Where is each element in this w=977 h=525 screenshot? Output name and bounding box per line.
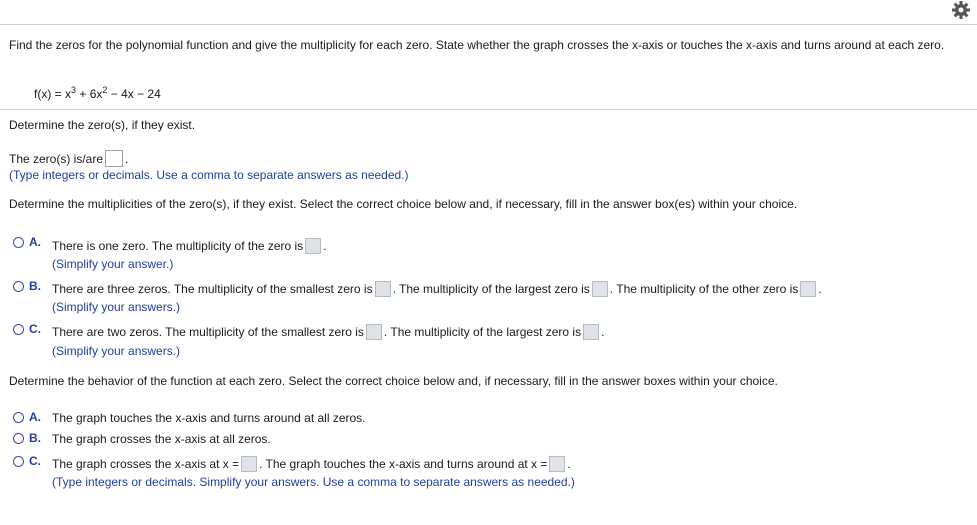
multiplicity-choice-a-radio[interactable]	[13, 237, 24, 248]
choice-letter: B.	[29, 279, 41, 293]
behavior-choice-a-radio[interactable]	[13, 412, 24, 423]
touches-x-input[interactable]	[549, 456, 565, 472]
question-prompt: Find the zeros for the polynomial function and give the multiplicity for each zero. State whether the graph crosses the x-axis or touches the x-axis and turns around at each zero.	[9, 38, 945, 52]
polynomial-function: $f(x) = x^3 + 6x^2 - 4x - 24$	[34, 85, 161, 101]
choice-letter: B.	[29, 431, 41, 445]
gear-icon[interactable]	[951, 0, 971, 20]
multiplicity-choice-c: There are two zeros. The multiplicity of the smallest zero is . The multiplicity of the largest zero is .	[52, 325, 605, 339]
behavior-choice-c-radio[interactable]	[13, 456, 24, 467]
behavior-choice-a: The graph touches the x-axis and turns around at all zeros.	[52, 411, 366, 425]
zeros-answer-row: The zero(s) is/are .	[9, 152, 129, 166]
multiplicity-choice-b: There are three zeros. The multiplicity of the smallest zero is . The multiplicity of the largest zero is . The multiplicity of the other zero is .	[52, 282, 822, 296]
multiplicity-choice-b-radio[interactable]	[13, 281, 24, 292]
behavior-choice-b-radio[interactable]	[13, 433, 24, 444]
choice-c-hint: (Simplify your answers.)	[52, 344, 181, 358]
zeros-answer-label: The zero(s) is/are	[9, 152, 104, 166]
behavior-choice-c: The graph crosses the x-axis at x = . The graph touches the x-axis and turns around at x = .	[52, 457, 571, 471]
zeros-answer-input[interactable]	[105, 150, 123, 167]
multiplicity-choice-c-radio[interactable]	[13, 324, 24, 335]
choice-letter: C.	[29, 454, 41, 468]
choice-a-hint: (Simplify your answer.)	[52, 257, 174, 271]
choice-c-hint: (Type integers or decimals. Simplify your answers. Use a comma to separate answers as needed.)	[52, 475, 575, 489]
multiplicity-a-input[interactable]	[305, 238, 321, 254]
choice-b-hint: (Simplify your answers.)	[52, 300, 181, 314]
section-divider	[0, 109, 977, 110]
multiplicity-largest-input[interactable]	[583, 324, 599, 340]
multiplicity-smallest-input[interactable]	[375, 281, 391, 297]
choice-letter: A.	[29, 410, 41, 424]
top-divider	[0, 24, 977, 25]
part1-question: Determine the zero(s), if they exist.	[9, 118, 196, 132]
multiplicity-largest-input[interactable]	[592, 281, 608, 297]
multiplicity-choice-a: There is one zero. The multiplicity of the zero is .	[52, 239, 327, 253]
multiplicity-other-input[interactable]	[800, 281, 816, 297]
multiplicity-smallest-input[interactable]	[366, 324, 382, 340]
choice-letter: A.	[29, 235, 41, 249]
part3-question: Determine the behavior of the function at each zero. Select the correct choice below and, if necessary, fill in the answer boxes within your choice.	[9, 374, 778, 388]
zeros-hint: (Type integers or decimals. Use a comma to separate answers as needed.)	[9, 168, 409, 182]
behavior-choice-b: The graph crosses the x-axis at all zeros.	[52, 432, 271, 446]
choice-letter: C.	[29, 322, 41, 336]
crosses-x-input[interactable]	[241, 456, 257, 472]
part2-question: Determine the multiplicities of the zero(s), if they exist. Select the correct choice below and, if necessary, fill in the answer box(es) within your choice.	[9, 197, 798, 211]
